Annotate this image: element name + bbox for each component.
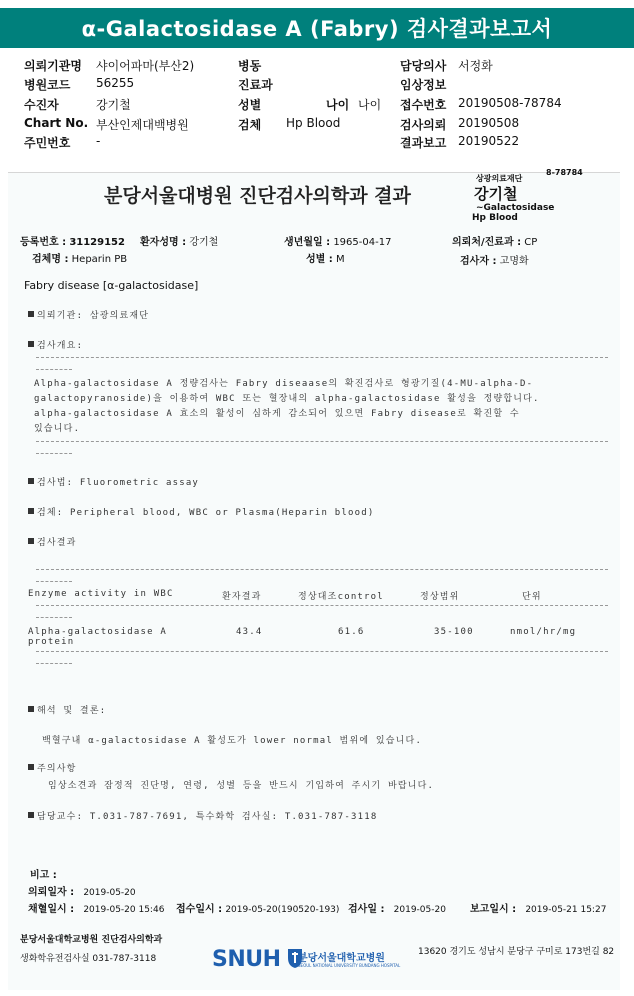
doctor-value: 서정화 bbox=[458, 59, 493, 73]
table-header: 단위 bbox=[522, 592, 542, 602]
tester: 검사자 : 고명화 bbox=[460, 256, 529, 267]
reg-no: 등록번호 : 31129152 bbox=[20, 237, 125, 248]
overview-line-3: alpha-galactosidase A 효소의 활성이 심하게 감소되어 있으면 Fabry disease로 확진할 수 bbox=[34, 409, 520, 419]
table-cell: Alpha-galactosidase A bbox=[28, 627, 167, 637]
dob: 생년월일 : 1965-04-17 bbox=[284, 237, 392, 248]
age-label: 나이 bbox=[326, 98, 350, 112]
divider bbox=[36, 663, 72, 664]
header-row-5-col-1: 주민번호 bbox=[24, 136, 71, 150]
dept: 의뢰처/진료과 : CP bbox=[452, 237, 538, 248]
test-date: 검사일 : 2019-05-20 bbox=[348, 904, 446, 915]
table-cell: nmol/hr/mg bbox=[510, 627, 577, 637]
report-date-label: 결과보고 bbox=[400, 136, 447, 150]
divider bbox=[36, 617, 72, 618]
request-date-value: 20190508 bbox=[458, 116, 520, 130]
report-time: 보고일시 : 2019-05-21 15:27 bbox=[470, 904, 607, 915]
org-lab: 생화학유전검사실 031-787-3118 bbox=[20, 954, 157, 964]
stamp-institution: 상광의료재단 bbox=[476, 174, 523, 183]
stamp-test: ~Galactosidase bbox=[476, 203, 555, 213]
header-row-4-col-1: Chart No. bbox=[24, 116, 89, 130]
divider bbox=[36, 651, 608, 652]
collect-time: 채혈일시 : 2019-05-20 15:46 bbox=[28, 904, 165, 915]
notes-text: 임상소견과 잠정적 진단명, 연령, 성별 등을 반드시 기입하여 주시기 바랍니다. bbox=[48, 781, 435, 791]
patient-name: 환자성명 : 강기철 bbox=[140, 237, 219, 248]
remark-label: 비고 : bbox=[30, 870, 57, 881]
specimen-line: 검체: Peripheral blood, WBC or Plasma(Heparin blood) bbox=[28, 505, 374, 518]
overview-label: 검사개요: bbox=[28, 338, 83, 351]
logo-korean: 분당서울대학교병원 bbox=[298, 953, 385, 964]
sex-label: 성별 bbox=[238, 98, 262, 112]
receipt-no-value: 20190508-78784 bbox=[458, 96, 562, 110]
logo-english: SEOUL NATIONAL UNIVERSITY BUNDANG HOSPITAL bbox=[298, 963, 401, 968]
dept-label: 진료과 bbox=[238, 78, 273, 92]
report-heading: 분당서울대병원 진단검사의학과 결과 bbox=[104, 185, 411, 207]
snuh-logo bbox=[212, 947, 304, 972]
table-header: 정상범위 bbox=[420, 592, 460, 602]
doctor-label: 담당의사 bbox=[400, 59, 447, 73]
clinical-info-label: 임상정보 bbox=[400, 78, 447, 92]
receive-time: 접수일시 : 2019-05-20(190520-193) bbox=[176, 904, 340, 915]
patient-name-value: 강기철 bbox=[96, 98, 131, 112]
ward-label: 병동 bbox=[238, 59, 262, 73]
overview-line-2: galactopyranoside)을 이용하여 WBC 또는 혈장내의 alpha-galactosidase 활성을 정량합니다. bbox=[34, 394, 540, 404]
age-value: 나이 bbox=[358, 98, 382, 112]
table-cell: 35-100 bbox=[434, 627, 474, 637]
report-date-value: 20190522 bbox=[458, 134, 520, 148]
contact-line: 담당교수: T.031-787-7691, 특수화학 검사실: T.031-787-3118 bbox=[28, 809, 377, 822]
divider bbox=[36, 569, 608, 570]
divider bbox=[36, 369, 72, 370]
ssn-value: - bbox=[96, 134, 101, 148]
request-date: 의뢰일자 : 2019-05-20 bbox=[28, 887, 136, 898]
institution-line: 의뢰기관: 삼광의료재단 bbox=[28, 308, 149, 321]
chart-no-value: 부산인제대백병원 bbox=[96, 118, 189, 132]
divider bbox=[36, 581, 72, 582]
scanned-report bbox=[8, 168, 620, 990]
request-date-label: 검사의뢰 bbox=[400, 118, 447, 132]
table-header: Enzyme activity in WBC bbox=[28, 589, 174, 599]
header-row-3-col-1: 수진자 bbox=[24, 98, 59, 112]
report-title: α-Galactosidase A (Fabry) 검사결과보고서 bbox=[0, 8, 634, 48]
stamp-line0: 8-78784 bbox=[546, 168, 583, 177]
table-header: 환자결과 bbox=[222, 592, 262, 602]
header-row-2-col-1: 병원코드 bbox=[24, 78, 71, 92]
stamp-patient-name: 강기철 bbox=[474, 185, 518, 203]
specimen-name: 검체명 : Heparin PB bbox=[32, 254, 128, 265]
address: 13620 경기도 성남시 분당구 구미로 173번길 82 bbox=[418, 947, 615, 957]
header-row-1-col-1: 의뢰기관명 bbox=[24, 59, 82, 73]
notes-label: 주의사항 bbox=[28, 761, 77, 774]
stamp-specimen: Hp Blood bbox=[472, 213, 518, 223]
interp-label: 해석 및 결론: bbox=[28, 703, 106, 716]
sex: 성별 : M bbox=[306, 254, 345, 265]
interp-text: 백혈구내 α-galactosidase A 활성도가 lower normal 범위에 있습니다. bbox=[42, 736, 423, 746]
table-header: 정상대조control bbox=[298, 592, 384, 602]
divider bbox=[36, 441, 608, 442]
table-cell: 61.6 bbox=[338, 627, 365, 637]
logo-text: SNUH bbox=[212, 947, 281, 972]
overview-line-4: 있습니다. bbox=[34, 424, 81, 434]
table-cell: protein bbox=[28, 637, 75, 647]
divider bbox=[36, 605, 608, 606]
divider bbox=[36, 453, 72, 454]
table-cell: 43.4 bbox=[236, 627, 263, 637]
overview-line-1: Alpha-galactosidase A 정량검사는 Fabry diseaase의 확진검사로 형광기질(4-MU-alpha-D- bbox=[34, 379, 534, 389]
method-line: 검사법: Fluorometric assay bbox=[28, 475, 199, 488]
divider bbox=[36, 357, 608, 358]
specimen-label: 검체 bbox=[238, 118, 262, 132]
receipt-no-label: 접수번호 bbox=[400, 98, 447, 112]
institution-value: 샤이어파마(부산2) bbox=[96, 59, 195, 73]
hospital-code-value: 56255 bbox=[96, 76, 135, 90]
test-name: Fabry disease [α-galactosidase] bbox=[24, 279, 199, 292]
result-label: 검사결과 bbox=[28, 535, 77, 548]
specimen-value: Hp Blood bbox=[286, 116, 341, 130]
org-name: 분당서울대학교병원 진단검사의학과 bbox=[20, 935, 163, 945]
